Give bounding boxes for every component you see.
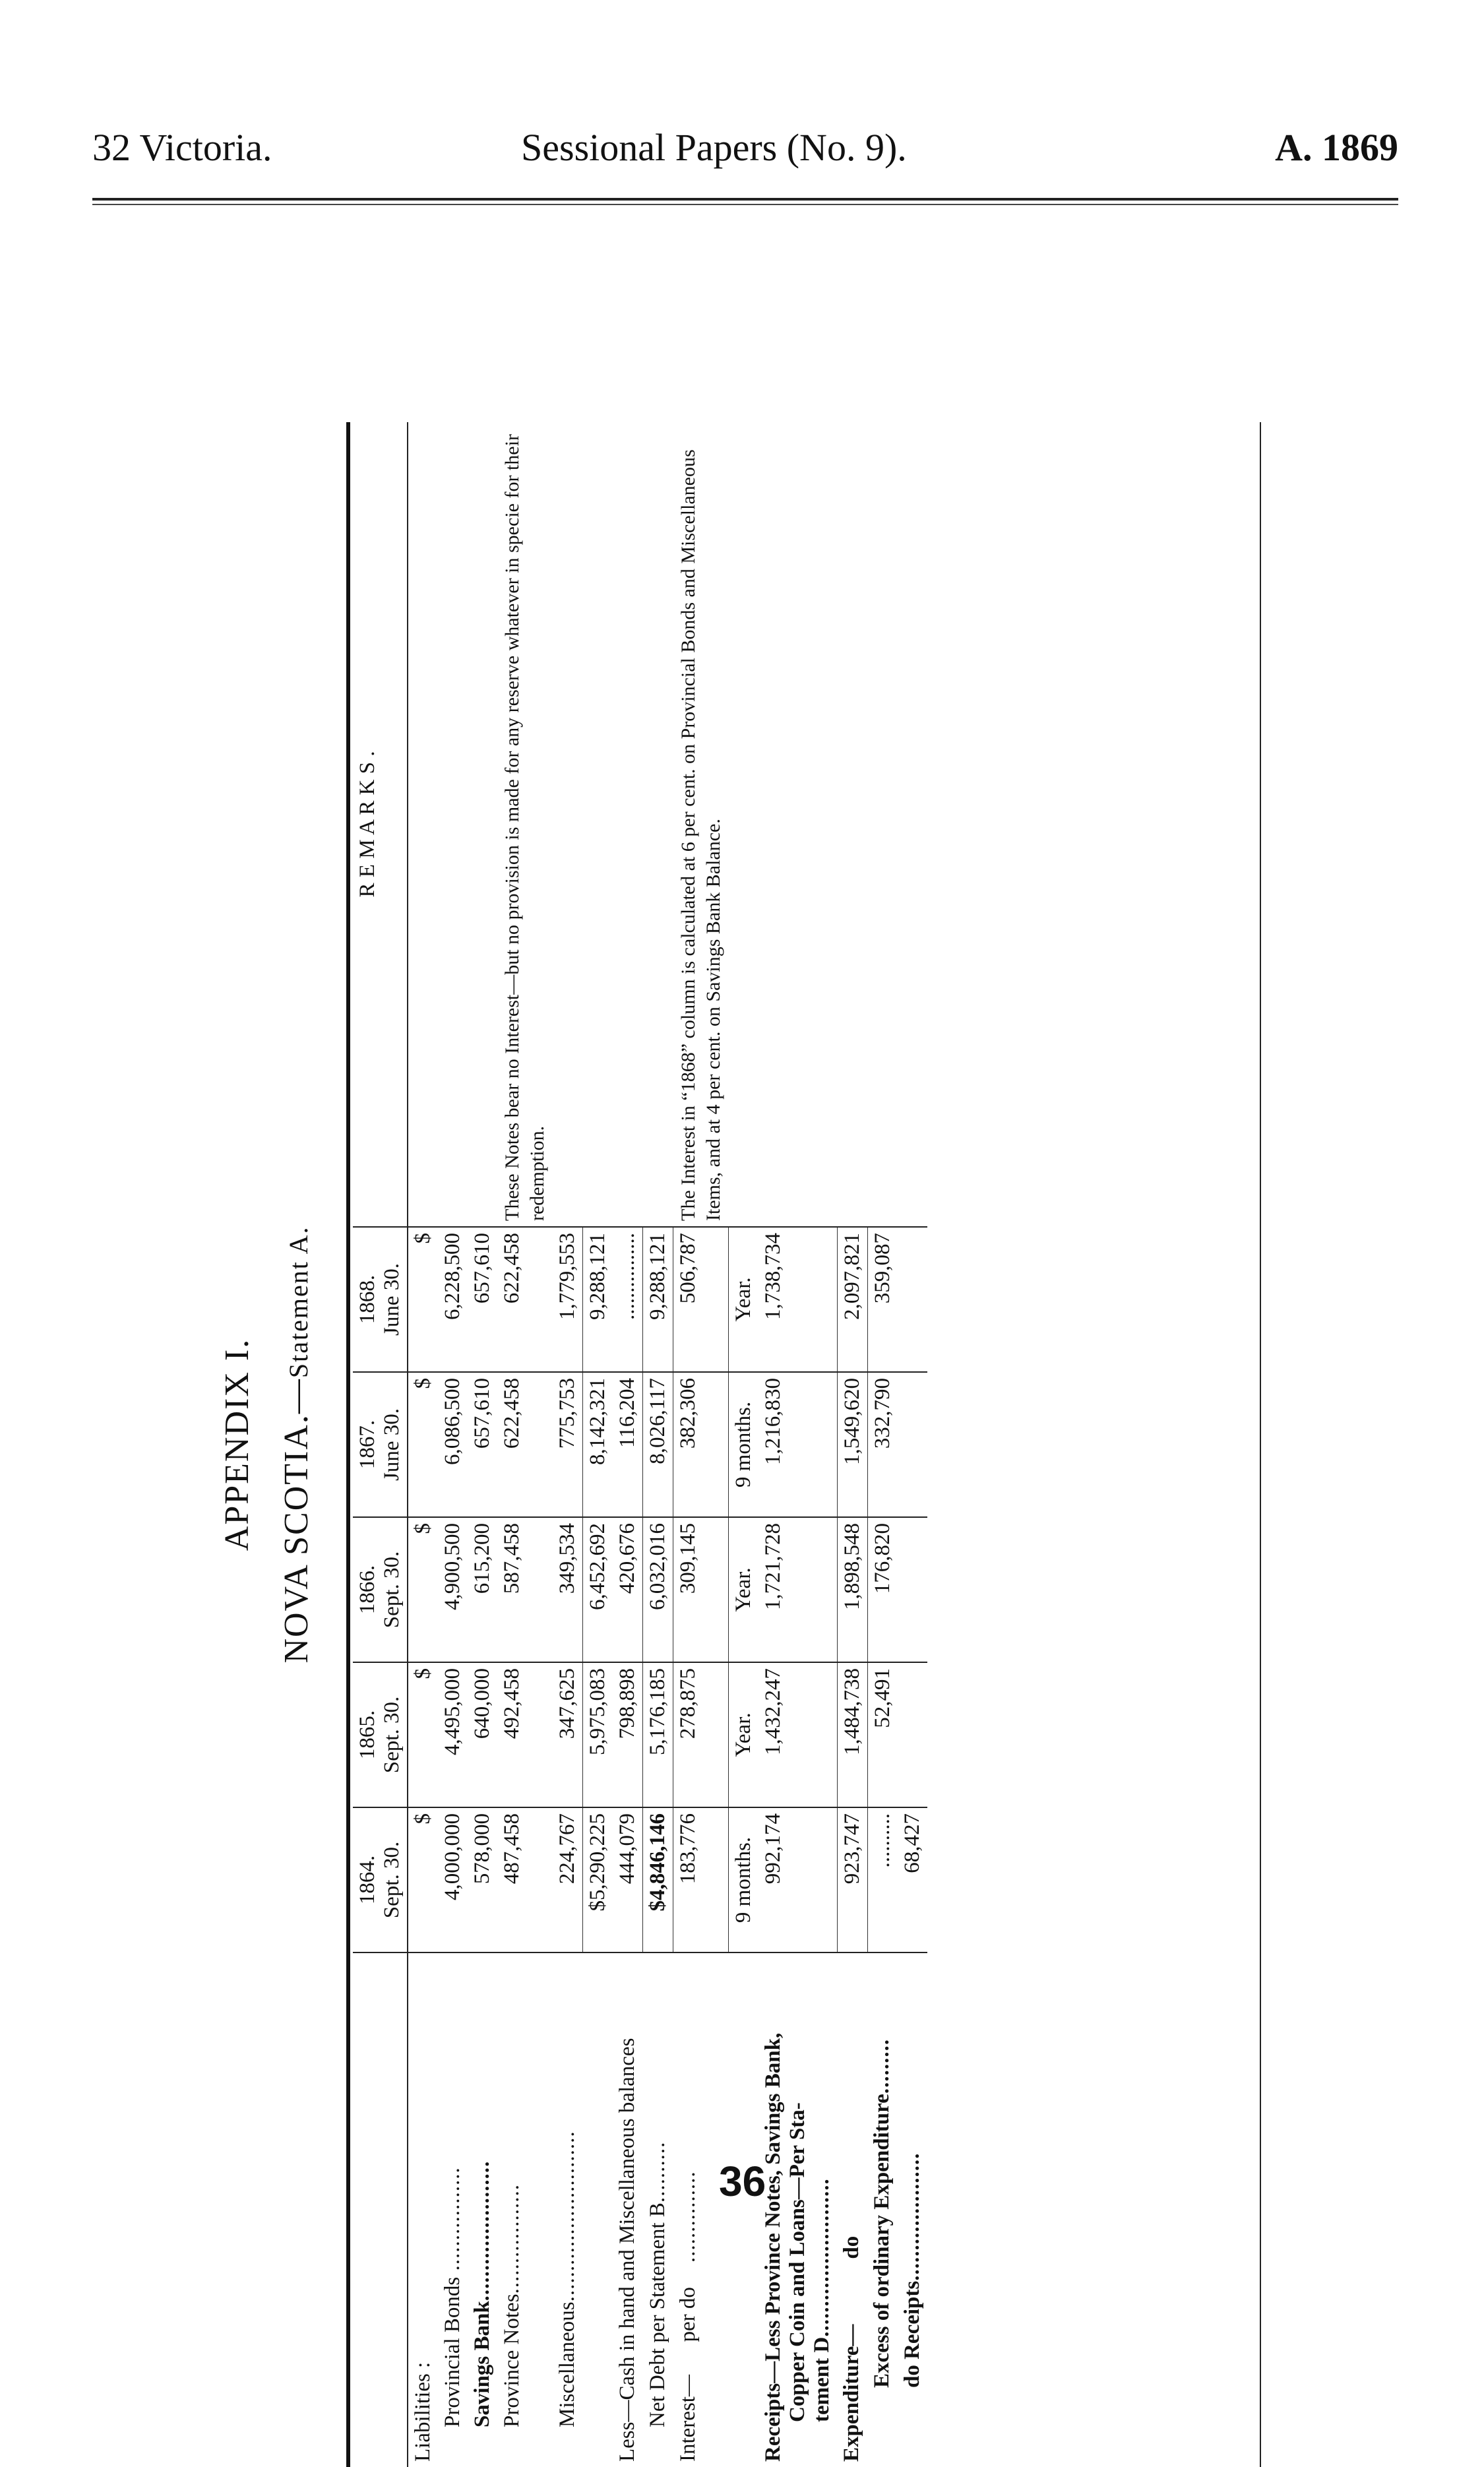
label-province-notes: Province Notes: [500, 2294, 524, 2427]
cell: 1,549,620: [837, 1372, 867, 1517]
label-miscellaneous: Miscellaneous: [555, 2301, 579, 2427]
cell: 6,032,016: [643, 1517, 673, 1662]
currency-1866: $: [408, 1517, 438, 1662]
cell: 487,458: [497, 1807, 553, 1952]
period-1864: 9 months.: [729, 1807, 759, 1952]
label-interest: Interest—: [675, 2375, 700, 2462]
row-province-notes: Province Notes.................. 487,458 492,458 587,458 622,458 622,458 These Notes bear no Interest—but no provision is made for any reserve whatever in specie for their redemption.: [497, 422, 553, 2467]
cell: ................: [613, 1227, 643, 1372]
remark-notes: These Notes bear no Interest—but no provision is made for any reserve whatever in specie for their redemption.: [497, 422, 553, 1227]
cell: 2,097,821: [837, 1227, 867, 1372]
statement-title-sub: Statement A.: [284, 1226, 313, 1379]
row-expenditure: [837, 422, 867, 2467]
label-liabilities: Liabilities :: [411, 2361, 435, 2462]
cell: 444,079: [613, 1807, 643, 1952]
cell: 359,087: [867, 1227, 898, 1372]
cell: [898, 1662, 927, 1807]
cell: 116,204: [613, 1372, 643, 1517]
header-1866: 1866. Sept. 30.: [353, 1517, 408, 1662]
cell: 657,610: [468, 1372, 497, 1517]
cell: 5,975,083: [583, 1662, 613, 1807]
cell: 1,738,734: [758, 1227, 837, 1372]
cell: 1,721,728: [758, 1517, 837, 1662]
cell: 8,026,117: [643, 1372, 673, 1517]
cell: 382,306: [673, 1372, 729, 1517]
cell: $4,846,146: [643, 1807, 673, 1952]
row-receipts: Receipts—Less Province Notes, Savings Bank, Copper Coin and Loans—Per Sta- tement D.......................... 992,174 1,432,247 1,721,728 1,216,830 1,738,734: [758, 422, 837, 2467]
cell: 278,875: [673, 1662, 729, 1807]
row-miscellaneous: Miscellaneous............................ 224,767 347,625 349,534 775,753 1,779,553: [553, 422, 583, 2467]
label-excess-expenditure: Excess of ordinary Expenditure: [870, 2094, 894, 2388]
cell: 5,176,185: [643, 1662, 673, 1807]
cell: 4,495,000: [438, 1662, 468, 1807]
row-net-debt: Net Debt per Statement B.......... $4,846,146 5,176,185 6,032,016 8,026,117 9,288,121: [643, 422, 673, 2467]
table-bottom-rule: [1260, 422, 1261, 2467]
cell: 775,753: [553, 1372, 583, 1517]
statement-title-main: NOVA SCOTIA.—: [278, 1378, 315, 1664]
cell: 68,427: [898, 1807, 927, 1952]
label-expenditure: Expenditure—: [840, 2324, 863, 2462]
label-receipts-1: Receipts—Less Province Notes, Savings Bank,: [761, 2032, 785, 2462]
cell: $5,290,225: [583, 1807, 613, 1952]
cell: 6,228,500: [438, 1227, 468, 1372]
statement-title: [277, 422, 316, 2467]
statement-table: [353, 422, 927, 2467]
cell: 176,820: [867, 1517, 898, 1662]
cell: 992,174: [758, 1807, 837, 1952]
cell: 578,000: [468, 1807, 497, 1952]
currency-1868: $: [408, 1227, 438, 1372]
cell: ..........: [867, 1807, 898, 1952]
cell: 587,458: [497, 1517, 553, 1662]
period-1868: Year.: [729, 1227, 759, 1372]
cell: 9,288,121: [643, 1227, 673, 1372]
period-1867: 9 months.: [729, 1372, 759, 1517]
currency-1864: $: [408, 1807, 438, 1952]
cell: 657,610: [468, 1227, 497, 1372]
cell: 615,200: [468, 1517, 497, 1662]
row-savings-bank: Savings Bank....................... 578,000 640,000 615,200 657,610 657,610: [468, 422, 497, 2467]
appendix-title: APPENDIX I.: [218, 1338, 256, 1551]
cell: 492,458: [497, 1662, 553, 1807]
cell: [898, 1372, 927, 1517]
cell: 420,676: [613, 1517, 643, 1662]
header-session: 32 Victoria.: [92, 126, 272, 169]
period-1865: Year.: [729, 1662, 759, 1807]
row-excess-expenditure: Excess of ordinary Expenditure......... .......... 52,491 176,820 332,790 359,087: [867, 422, 898, 2467]
header-1864: 1864. Sept. 30.: [353, 1807, 408, 1952]
cell: 9,288,121: [583, 1227, 613, 1372]
cell: 52,491: [867, 1662, 898, 1807]
label-receipts-3: tement D: [810, 2336, 834, 2422]
cell: 349,534: [553, 1517, 583, 1662]
label-provincial-bonds: Provincial Bonds: [441, 2276, 464, 2427]
header-1865: 1865. Sept. 30.: [353, 1662, 408, 1807]
cell: 309,145: [673, 1517, 729, 1662]
cell: 4,000,000: [438, 1807, 468, 1952]
row-provincial-bonds: Provincial Bonds ................. 4,000,000 4,495,000 4,900,500 6,086,500 6,228,500: [438, 422, 468, 2467]
row-liabilities: [408, 422, 438, 2467]
cell: 224,767: [553, 1807, 583, 1952]
label-less-cash: Less—Cash in hand and Miscellaneous balances: [615, 2038, 639, 2462]
header-1868: 1868. June 30.: [353, 1227, 408, 1372]
row-interest: Interest— per do ............... 183,776 278,875 309,145 382,306 506,787 The Interest in “1868” column is calculated at 6 per cent. on Provincial Bonds and Miscellaneous Items, and at 4 per cent. on Savings Bank Balance.: [673, 422, 729, 2467]
cell: 1,779,553: [553, 1227, 583, 1372]
currency-1867: $: [408, 1372, 438, 1517]
label-net-debt: Net Debt per Statement B: [645, 2202, 669, 2427]
header-row: [353, 422, 408, 2467]
header-title: Sessional Papers (No. 9).: [521, 126, 907, 169]
cell: 4,900,500: [438, 1517, 468, 1662]
cell: 622,458: [497, 1372, 553, 1517]
cell: 1,432,247: [758, 1662, 837, 1807]
cell: 6,086,500: [438, 1372, 468, 1517]
currency-1865: $: [408, 1662, 438, 1807]
cell: 640,000: [468, 1662, 497, 1807]
header-remarks: R E M A R K S .: [353, 422, 408, 1227]
header-blank: [353, 1952, 408, 2467]
cell: 1,216,830: [758, 1372, 837, 1517]
cell: [898, 1517, 927, 1662]
header-year: A. 1869: [1275, 126, 1398, 169]
header-rule: [92, 198, 1398, 205]
cell: 332,790: [867, 1372, 898, 1517]
cell: 923,747: [837, 1807, 867, 1952]
period-1866: Year.: [729, 1517, 759, 1662]
label-interest-sub: per do: [675, 2287, 700, 2342]
cell: 183,776: [673, 1807, 729, 1952]
remark-interest: The Interest in “1868” column is calculated at 6 per cent. on Provincial Bonds and Miscellaneous Items, and at 4 per cent. on Savings Bank Balance.: [673, 422, 729, 1227]
cell: 1,898,548: [837, 1517, 867, 1662]
page-number: 36: [719, 2158, 766, 2205]
row-excess-receipts: do Receipts..................... 68,427: [898, 422, 927, 2467]
cell: 347,625: [553, 1662, 583, 1807]
cell: 622,458: [497, 1227, 553, 1372]
label-savings-bank: Savings Bank: [470, 2301, 494, 2427]
header-1867: 1867. June 30.: [353, 1372, 408, 1517]
row-totals: [583, 422, 613, 2467]
cell: [898, 1227, 927, 1372]
cell: 798,898: [613, 1662, 643, 1807]
cell: 506,787: [673, 1227, 729, 1372]
cell: 8,142,321: [583, 1372, 613, 1517]
cell: 6,452,692: [583, 1517, 613, 1662]
cell: 1,484,738: [837, 1662, 867, 1807]
label-expenditure-sub: do: [840, 2235, 863, 2259]
row-less-cash: [613, 422, 643, 2467]
label-receipts-2: Copper Coin and Loans—Per Sta-: [786, 2102, 809, 2422]
label-excess-receipts: do Receipts: [900, 2280, 924, 2388]
